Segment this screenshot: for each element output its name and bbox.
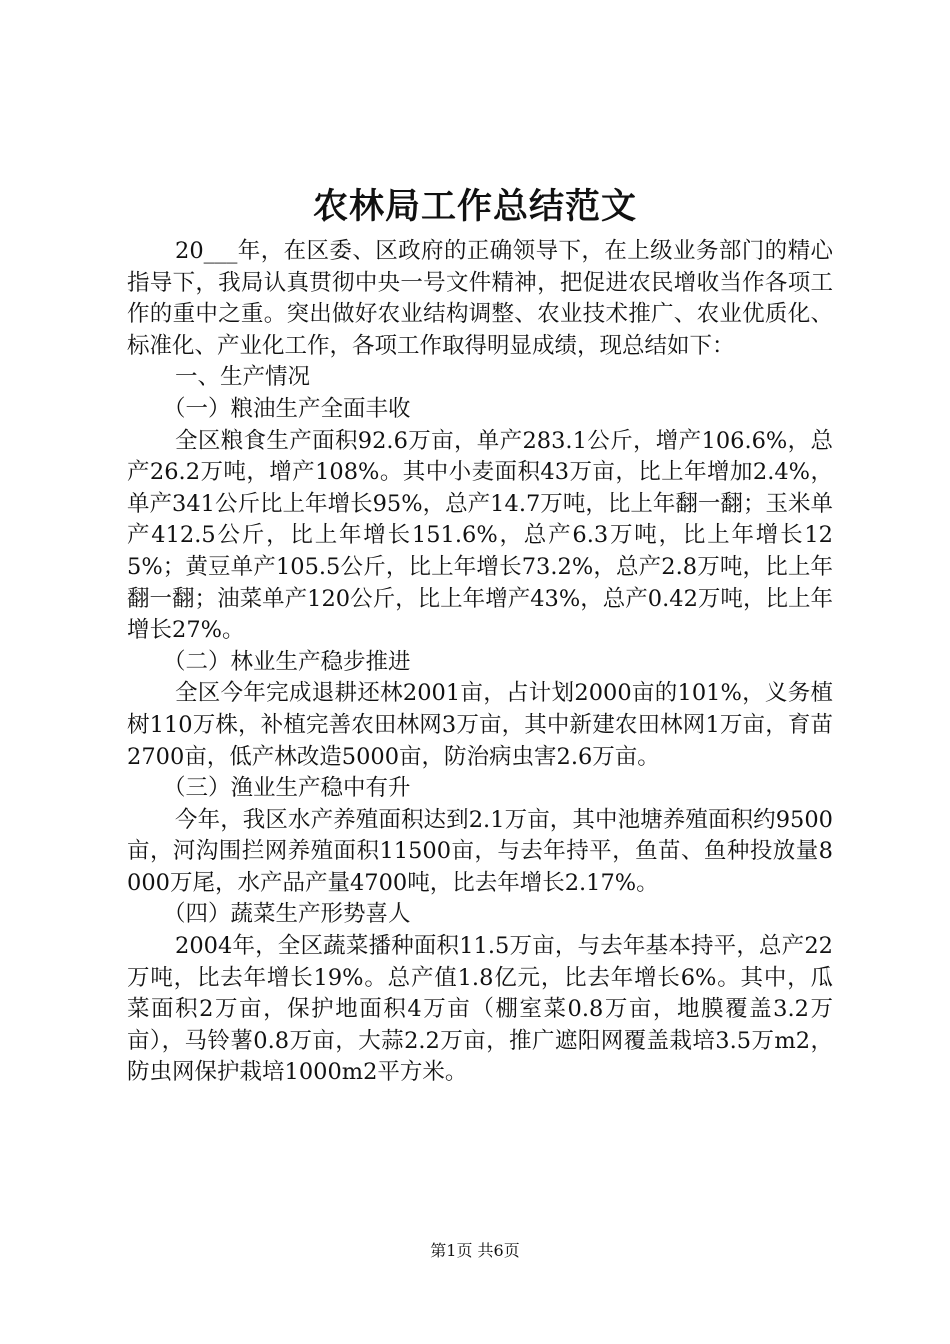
section-heading-production: 一、生产情况 — [175, 364, 311, 391]
subsection-heading-grain: （一）粮油生产全面丰收 — [163, 395, 411, 422]
subsection-text-forestry: 全区今年完成退耕还林2001亩，占计划2000亩的101%，义务植树110万株，补植完善农田林网3万亩，其中新建农田林网1万亩，育苗2700亩，低产林改造5000亩，防治病虫害2.6万亩。 — [127, 680, 833, 770]
intro-paragraph: 20___年，在区委、区政府的正确领导下，在上级业务部门的精心指导下，我局认真贯彻中央一号文件精神，把促进农民增收当作各项工作的重中之重。突出做好农业结构调整、农业技术推广、农业优质化、标准化、产业化工作，各项工作取得明显成绩，现总结如下： — [127, 238, 833, 359]
document-title: 农林局工作总结范文 — [312, 186, 637, 227]
subsection-heading-fishery: （三）渔业生产稳中有升 — [163, 775, 411, 802]
subsection-text-grain: 全区粮食生产面积92.6万亩，单产283.1公斤，增产106.6%，总产26.2万吨，增产108%。其中小麦面积43万亩，比上年增加2.4%，单产341公斤比上年增长95%，总产14.7万吨，比上年翻一翻；玉米单产412.5公斤，比上年增长151.6%，总产6.3万吨，比上年增长125%；黄豆单产105.5公斤，比上年增长73.2%，总产2.8万吨，比上年翻一翻；油菜单产120公斤，比上年增产43%，总产0.42万吨，比上年增长27%。 — [127, 427, 833, 644]
page-footer: 第1页 共6页 — [430, 1241, 520, 1260]
document-body — [127, 236, 833, 1089]
subsection-text-vegetables: 2004年，全区蔬菜播种面积11.5万亩，与去年基本持平，总产22万吨，比去年增长19%。总产值1.8亿元，比去年增长6%。其中，瓜菜面积2万亩，保护地面积4万亩（棚室菜0.8万亩，地膜覆盖3.2万亩），马铃薯0.8万亩，大蒜2.2万亩，推广遮阳网覆盖栽培3.5万m2，防虫网保护栽培1000m2平方米。 — [127, 933, 833, 1086]
subsection-heading-forestry: （二）林业生产稳步推进 — [163, 648, 411, 675]
subsection-text-fishery: 今年，我区水产养殖面积达到2.1万亩，其中池塘养殖面积约9500亩，河沟围拦网养殖面积11500亩，与去年持平，鱼苗、鱼种投放量8000万尾，水产品产量4700吨，比去年增长2.17%。 — [127, 806, 833, 896]
subsection-heading-vegetables: （四）蔬菜生产形势喜人 — [163, 901, 411, 928]
